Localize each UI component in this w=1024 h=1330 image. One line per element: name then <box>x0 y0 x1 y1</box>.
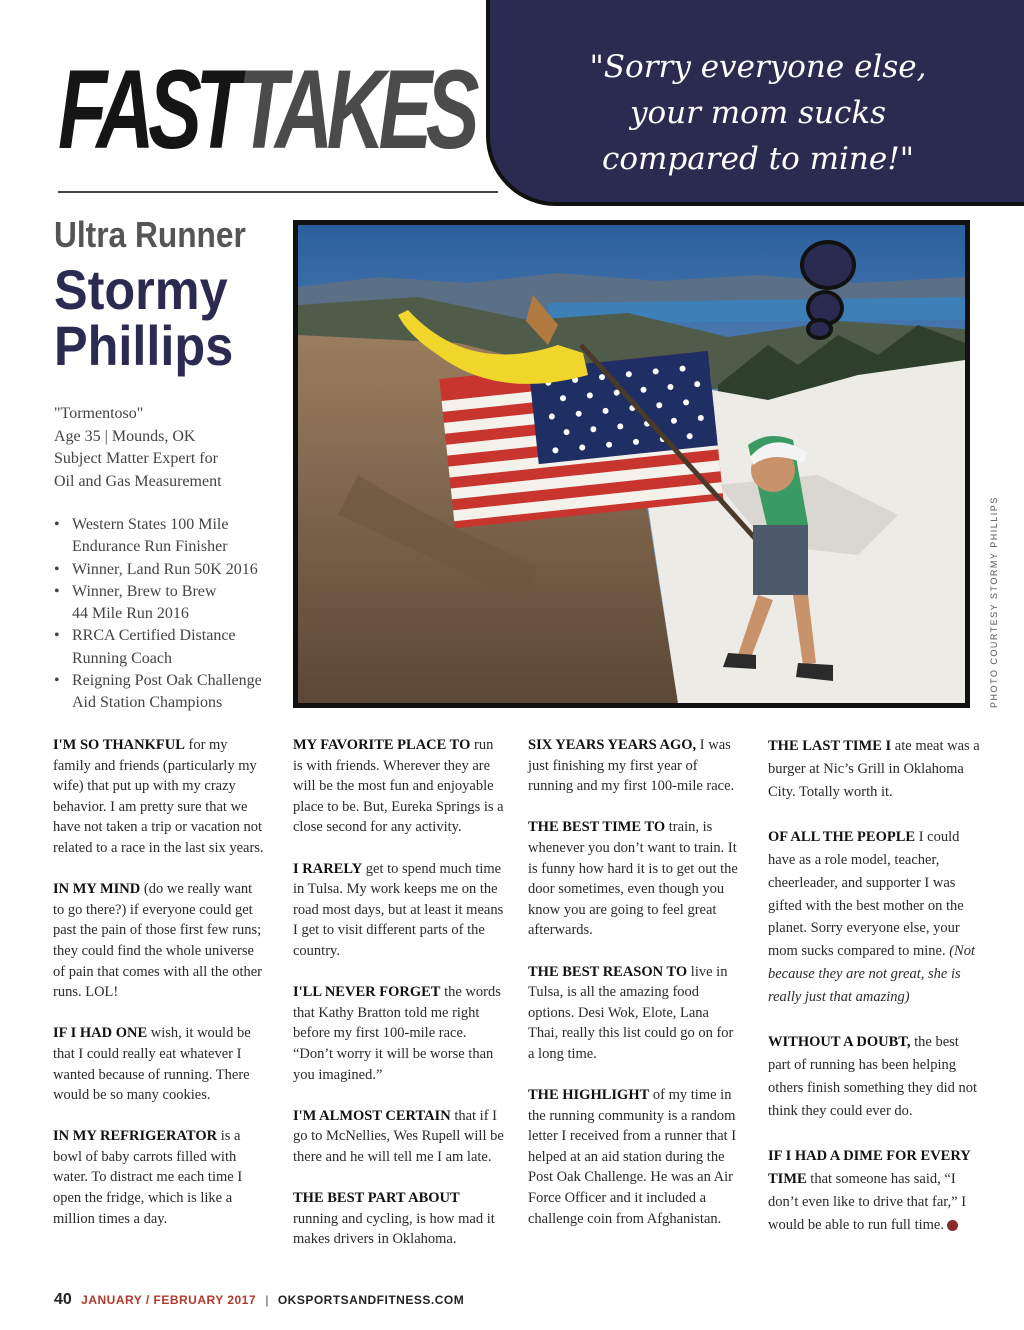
paragraph-lead: THE BEST REASON TO <box>528 963 688 980</box>
paragraph-aside: (Not because they are not great, she is really just that amazing) <box>768 943 975 1005</box>
profile-last-name: Phillips <box>54 314 234 377</box>
header-rule <box>58 191 498 193</box>
site-url: OKSPORTSANDFITNESS.COM <box>277 1293 465 1307</box>
accomplishment-line: • RRCA Certified Distance <box>72 627 236 645</box>
paragraph-text: ate meat was a burger at Nic’s Grill in Oklahoma City. Totally worth it. <box>768 738 980 800</box>
paragraph-lead: I'M ALMOST CERTAIN <box>293 1107 451 1124</box>
paragraph-text: run is with friends. Wherever they are will be the most fun and enjoyable place to be. But, Eureka Springs is a close second for any activity. <box>293 737 504 836</box>
profile-bio <box>54 403 284 493</box>
paragraph-text: of my time in the running community is a random letter I received from a runner that I helped at an aid station during the Post Oak Challenge. He was an Air Force Officer and it included a challenge coin from Afghanistan. <box>528 1087 737 1227</box>
bio-line: "Tormentoso" <box>54 405 144 422</box>
paragraph-lead: THE HIGHLIGHT <box>528 1087 650 1104</box>
paragraph-lead: IF I HAD A DIME FOR EVERY TIME <box>768 1148 971 1188</box>
paragraph-lead: THE LAST TIME I <box>768 738 892 754</box>
accomplishment-item <box>54 581 294 626</box>
profile-first-name: Stormy <box>54 258 228 321</box>
accomplishment-item <box>54 514 294 559</box>
paragraph-text: for my family and friends (particularly my wife) that put up with my crazy behavior. I am pretty sure that we have not taken a trip or vacation not related to a race in the last six years. <box>53 737 264 856</box>
paragraph-lead: SIX YEARS YEARS AGO, <box>528 737 697 753</box>
paragraph-lead: I'M SO THANKFUL <box>53 737 185 753</box>
paragraph-text: train, is whenever you don’t want to train. It is funny how hard it is to get out the door sometimes, even though you know you are going to feel great afterwards. <box>528 819 738 939</box>
article-paragraph <box>293 1188 505 1250</box>
article-column-2 <box>293 735 505 1270</box>
paragraph-text: live in Tulsa, is all the amazing food options. Desi Wok, Elote, Lana Thai, really this list could go on for a long time. <box>528 963 734 1062</box>
footer-separator: | <box>265 1293 269 1307</box>
article-paragraph <box>768 1145 980 1236</box>
article-paragraph <box>528 817 740 941</box>
accomplishment-line: Aid Station Champions <box>72 694 223 712</box>
article-paragraph <box>528 735 740 797</box>
paragraph-lead: OF ALL THE PEOPLE <box>768 829 916 846</box>
page-footer <box>54 1291 464 1309</box>
paragraph-text: I could have as a role model, teacher, cheerleader, and supporter I was gifted with the best mother on the planet. Sorry everyone else, your mom sucks compared to mine. <box>768 829 964 960</box>
paragraph-lead: THE BEST PART ABOUT <box>293 1190 460 1207</box>
bubble-dot-small <box>806 318 833 340</box>
bio-line: Age 35 | Mounds, OK <box>54 427 196 445</box>
accomplishment-line: • Winner, Land Run 50K 2016 <box>72 560 258 578</box>
article-paragraph <box>528 962 740 1065</box>
bio-line: Oil and Gas Measurement <box>54 472 222 490</box>
article-paragraph <box>53 1023 265 1105</box>
accomplishment-line: 44 Mile Run 2016 <box>72 605 189 623</box>
page-number: 40 <box>54 1291 72 1308</box>
quote-line: your mom sucks <box>629 95 887 131</box>
quote-text <box>548 44 968 182</box>
profile-name <box>54 258 234 377</box>
paragraph-lead: MY FAVORITE PLACE TO <box>293 737 471 753</box>
runner-photo <box>293 220 970 708</box>
accomplishments-list <box>54 514 294 715</box>
paragraph-text: running and cycling, is how mad it makes drivers in Oklahoma. <box>293 1210 495 1248</box>
article-paragraph <box>528 1085 740 1229</box>
paragraph-lead: I'LL NEVER FORGET <box>293 984 441 1001</box>
paragraph-text: I was just finishing my first year of running and my first 100-mile race. <box>528 737 735 795</box>
paragraph-text: wish, it would be that I could really eat whatever I wanted because of running. There would be so many cookies. <box>53 1025 251 1104</box>
paragraph-lead: IN MY REFRIGERATOR <box>53 1128 218 1145</box>
paragraph-lead: IN MY MIND <box>53 881 141 898</box>
article-column-3 <box>528 735 740 1250</box>
profile-subtitle: Ultra Runner <box>54 214 246 255</box>
accomplishment-line: • Winner, Brew to Brew <box>72 582 217 600</box>
article-paragraph <box>293 982 505 1085</box>
photo-credit: PHOTO COURTESY STORMY PHILLIPS <box>989 496 999 708</box>
accomplishment-line: • Reigning Post Oak Challenge <box>72 672 262 690</box>
accomplishment-line: Endurance Run Finisher <box>72 538 228 556</box>
article-paragraph <box>293 859 505 962</box>
quote-line: "Sorry everyone else, <box>589 49 927 85</box>
article-paragraph <box>53 1126 265 1229</box>
bubble-dot-large <box>800 240 856 290</box>
paragraph-lead: I RARELY <box>293 860 363 877</box>
article-paragraph <box>768 826 980 1008</box>
accomplishment-item <box>54 670 294 715</box>
paragraph-lead: THE BEST TIME TO <box>528 819 666 836</box>
article-paragraph <box>768 735 980 803</box>
paragraph-text: the best part of running has been helping others finish something they did not think they could ever do. <box>768 1034 978 1119</box>
accomplishment-line: • Western States 100 Mile <box>72 516 229 533</box>
article-column-4 <box>768 735 980 1259</box>
article-paragraph <box>53 735 265 859</box>
paragraph-text: (do we really want to go there?) if everyone could get past the pain of those first few runs; they could find the whole universe of pain that comes with all the other runs. LOL! <box>53 881 262 1001</box>
bio-line: Subject Matter Expert for <box>54 450 218 467</box>
paragraph-text: the words that Kathy Bratton told me right before my first 100-mile race. “Don’t worry it will be worse than you imagined.” <box>293 984 501 1083</box>
paragraph-text: that if I go to McNellies, Wes Rupell will be there and he will tell me I am late. <box>293 1107 504 1165</box>
accomplishment-line: Running Coach <box>72 649 172 667</box>
issue-date: JANUARY / FEBRUARY 2017 <box>81 1293 257 1307</box>
masthead-fast: FAST <box>58 47 239 172</box>
paragraph-text: is a bowl of baby carrots filled with water. To distract me each time I open the fridge, which is like a million times a day. <box>53 1128 243 1227</box>
accomplishment-item <box>54 625 294 670</box>
masthead-takes: TAKES <box>238 47 474 172</box>
paragraph-lead: IF I HAD ONE <box>53 1025 148 1042</box>
article-paragraph <box>293 735 505 838</box>
article-paragraph <box>53 879 265 1003</box>
article-paragraph <box>293 1106 505 1168</box>
paragraph-text: that someone has said, “I don’t even like to drive that far,” I would be able to run full time. <box>768 1171 967 1233</box>
paragraph-lead: WITHOUT A DOUBT, <box>768 1034 911 1051</box>
paragraph-text: get to spend much time in Tulsa. My work keeps me on the road most days, but at least it means I get to visit different parts of the country. <box>293 860 504 959</box>
end-mark-icon <box>947 1220 958 1231</box>
accomplishment-item <box>54 559 294 581</box>
quote-line: compared to mine!" <box>602 141 914 177</box>
masthead <box>58 47 474 172</box>
article-paragraph <box>768 1031 980 1122</box>
runner-photo-image <box>298 225 965 703</box>
article-column-1 <box>53 735 265 1250</box>
